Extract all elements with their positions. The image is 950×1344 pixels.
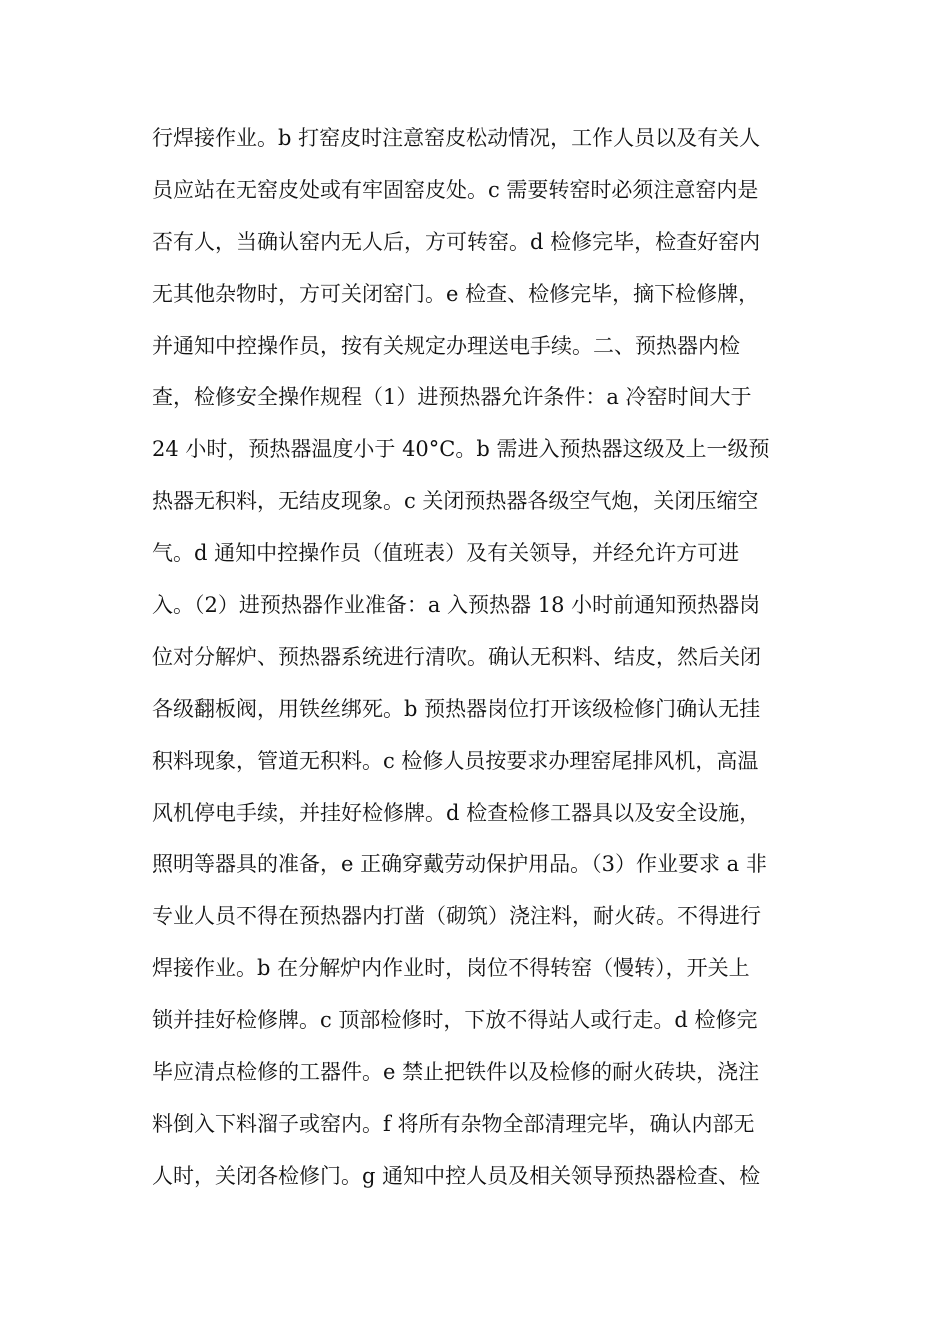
- text-line: 料倒入下料溜子或窑内。f 将所有杂物全部清理完毕，确认内部无: [152, 1111, 755, 1136]
- text-line: 并通知中控操作员，按有关规定办理送电手续。二、预热器内检: [152, 333, 740, 358]
- text-line: 锁并挂好检修牌。c 顶部检修时，下放不得站人或行走。d 检修完: [152, 1008, 758, 1033]
- body-text: [152, 116, 812, 1206]
- text-line: 风机停电手续，并挂好检修牌。d 检查检修工器具以及安全设施，: [152, 800, 761, 825]
- text-line: 热器无积料，无结皮现象。c 关闭预热器各级空气炮，关闭压缩空: [152, 489, 759, 514]
- text-line: 员应站在无窑皮处或有牢固窑皮处。c 需要转窑时必须注意窑内是: [152, 177, 759, 202]
- text-line: 否有人，当确认窑内无人后，方可转窑。d 检修完毕，检查好窑内: [152, 229, 761, 254]
- text-line: 积料现象，管道无积料。c 检修人员按要求办理窑尾排风机，高温: [152, 748, 759, 773]
- text-line: 焊接作业。b 在分解炉内作业时，岗位不得转窑（慢转），开关上: [152, 956, 750, 981]
- text-line: 位对分解炉、预热器系统进行清吹。确认无积料、结皮，然后关闭: [152, 644, 761, 669]
- text-line: 专业人员不得在预热器内打凿（砌筑）浇注料，耐火砖。不得进行: [152, 904, 761, 929]
- text-line: 查，检修安全操作规程（1）进预热器允许条件：a 冷窑时间大于: [152, 385, 752, 410]
- text-line: 无其他杂物时，方可关闭窑门。e 检查、检修完毕，摘下检修牌，: [152, 281, 760, 306]
- text-line: 行焊接作业。b 打窑皮时注意窑皮松动情况，工作人员以及有关人: [152, 126, 761, 150]
- text-line: 人时，关闭各检修门。g 通知中控人员及相关领导预热器检查、检: [152, 1163, 761, 1188]
- text-line: 毕应清点检修的工器件。e 禁止把铁件以及检修的耐火砖块，浇注: [152, 1060, 760, 1085]
- text-line: 24 小时，预热器温度小于 40°C。b 需进入预热器这级及上一级预: [152, 437, 770, 462]
- text-line: 气。d 通知中控操作员（值班表）及有关领导，并经允许方可进: [152, 541, 740, 566]
- text-line: 入。（2）进预热器作业准备：a 入预热器 18 小时前通知预热器岗: [152, 593, 761, 618]
- text-line: 各级翻板阀，用铁丝绑死。b 预热器岗位打开该级检修门确认无挂: [152, 696, 761, 721]
- text-line: 照明等器具的准备，e 正确穿戴劳动保护用品。（3）作业要求 a 非: [152, 852, 767, 877]
